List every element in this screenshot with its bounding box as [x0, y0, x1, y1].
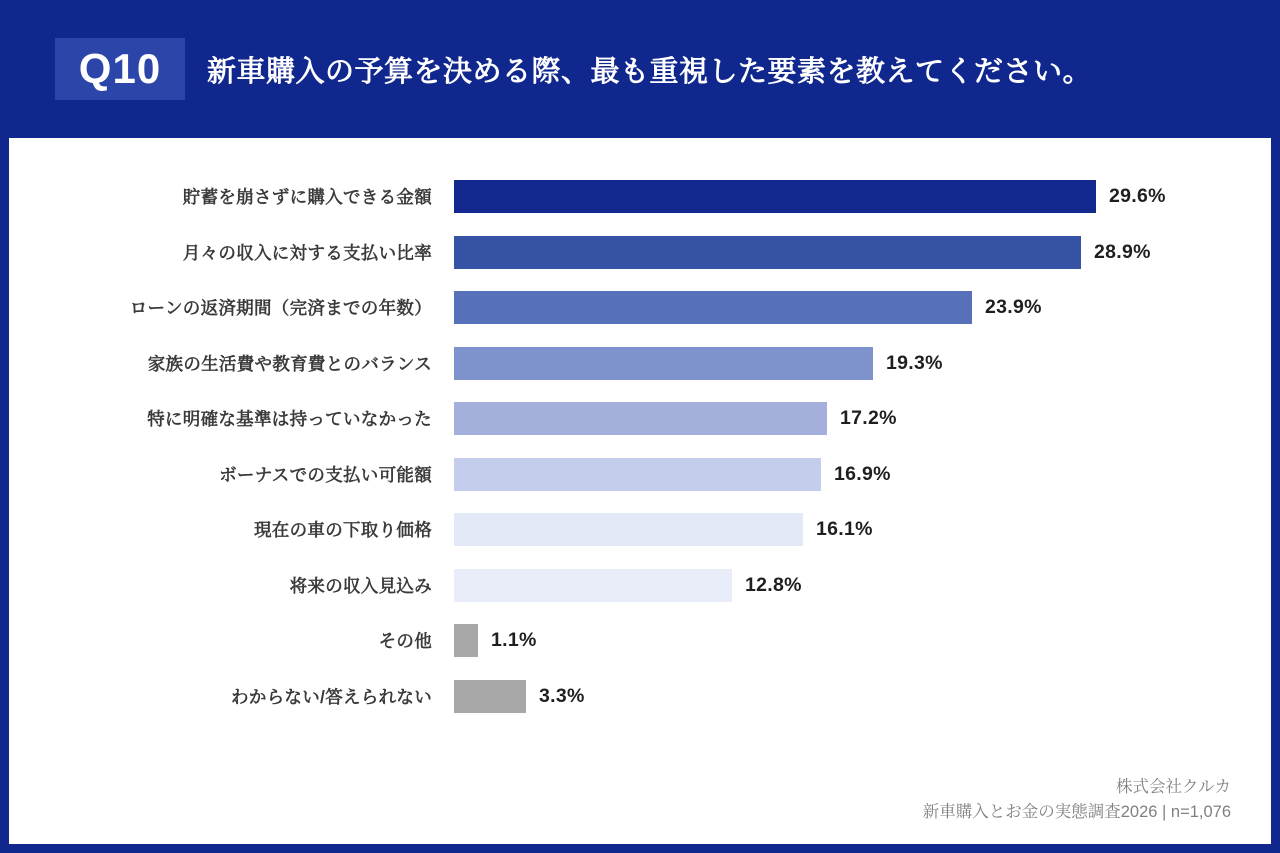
question-number: Q10 [78, 45, 162, 92]
footer [923, 775, 1231, 826]
chart-card [9, 138, 1271, 844]
chart-row [9, 502, 1271, 558]
footer-source: 新車購入とお金の実態調査2026 | n=1,076 [922, 803, 1231, 822]
chart-row [9, 391, 1271, 447]
category-label: ローンの返済期間（完済までの年数） [129, 298, 432, 319]
value-label: 12.8% [745, 573, 802, 596]
chart-row [9, 225, 1271, 281]
chart-row [9, 669, 1271, 725]
category-label: その他 [378, 631, 432, 652]
bar [454, 402, 827, 435]
bar [454, 680, 526, 713]
value-label: 3.3% [539, 684, 585, 707]
bar-chart [9, 138, 1271, 724]
bar [454, 458, 821, 491]
chart-row [9, 280, 1271, 336]
bar [454, 569, 732, 602]
question-number-badge [55, 38, 185, 100]
chart-row [9, 447, 1271, 503]
bar [454, 236, 1081, 269]
chart-row [9, 336, 1271, 392]
value-label: 19.3% [886, 351, 943, 374]
bar [454, 513, 803, 546]
value-label: 29.6% [1109, 185, 1166, 208]
chart-row [9, 613, 1271, 669]
bar [454, 291, 972, 324]
chart-row [9, 558, 1271, 614]
value-label: 16.1% [816, 518, 873, 541]
value-label: 17.2% [840, 407, 897, 430]
chart-row [9, 169, 1271, 225]
category-label: 月々の収入に対する支払い比率 [182, 242, 432, 263]
page-title: 新車購入の予算を決める際、最も重視した要素を教えてください。 [207, 55, 1093, 88]
bar [454, 624, 478, 657]
category-label: 将来の収入見込み [289, 575, 432, 596]
value-label: 1.1% [491, 629, 537, 652]
category-label: 特に明確な基準は持っていなかった [147, 409, 432, 430]
category-label: ボーナスでの支払い可能額 [219, 464, 432, 485]
bar [454, 347, 873, 380]
value-label: 28.9% [1094, 240, 1151, 263]
category-label: 現在の車の下取り価格 [254, 520, 432, 541]
category-label: 家族の生活費や教育費とのバランス [147, 353, 432, 374]
footer-company: 株式会社クルカ [1115, 777, 1231, 796]
category-label: 貯蓄を崩さずに購入できる金額 [182, 187, 432, 208]
bar [454, 180, 1096, 213]
category-label: わからない/答えられない [231, 686, 432, 707]
page-header [0, 0, 1280, 138]
value-label: 16.9% [834, 462, 891, 485]
value-label: 23.9% [985, 296, 1042, 319]
